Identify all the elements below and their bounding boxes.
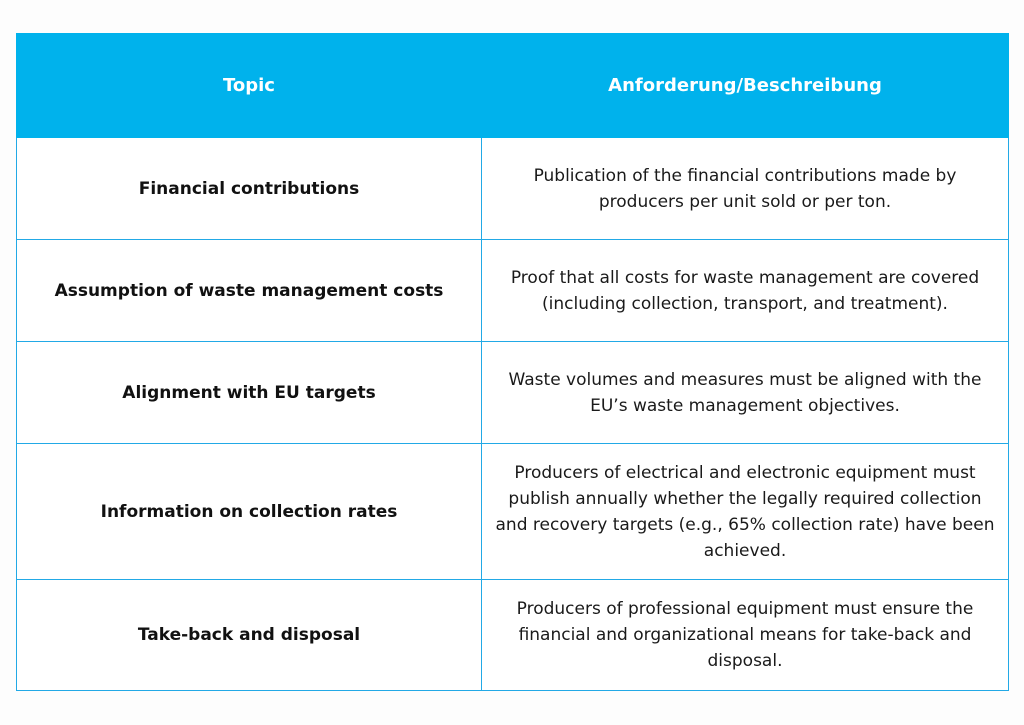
table-body [17, 138, 1009, 691]
table-row [17, 580, 1009, 691]
row-description: Waste volumes and measures must be aligned with the EU’s waste management objectives. [482, 342, 1009, 444]
row-description: Producers of electrical and electronic equipment must publish annually whether the legally required collection and recovery targets (e.g., 65% collection rate) have been achieved. [482, 444, 1009, 580]
row-topic: Information on collection rates [17, 444, 482, 580]
row-topic: Take-back and disposal [17, 580, 482, 691]
requirements-table-container [16, 33, 1008, 691]
row-description: Producers of professional equipment must ensure the financial and organizational means for take-back and disposal. [482, 580, 1009, 691]
row-description: Proof that all costs for waste management are covered (including collection, transport, and treatment). [482, 240, 1009, 342]
table-row [17, 240, 1009, 342]
row-topic: Financial contributions [17, 138, 482, 240]
header-topic: Topic [17, 34, 482, 138]
header-row [17, 34, 1009, 138]
row-topic: Assumption of waste management costs [17, 240, 482, 342]
requirements-table [16, 33, 1009, 691]
table-header [17, 34, 1009, 138]
table-row [17, 342, 1009, 444]
table-row [17, 444, 1009, 580]
row-description: Publication of the financial contributions made by producers per unit sold or per ton. [482, 138, 1009, 240]
table-row [17, 138, 1009, 240]
header-description: Anforderung/Beschreibung [482, 34, 1009, 138]
row-topic: Alignment with EU targets [17, 342, 482, 444]
